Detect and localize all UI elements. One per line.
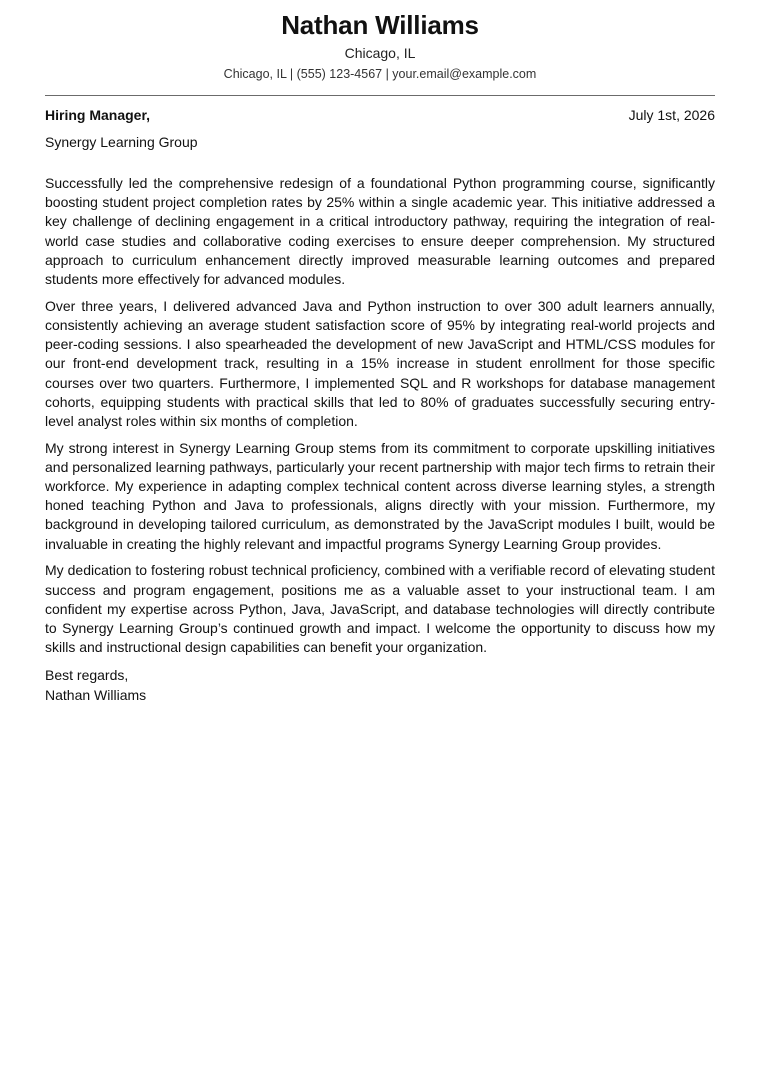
header-divider	[45, 95, 715, 96]
closing-phrase: Best regards,	[45, 667, 129, 684]
applicant-contact-line: Chicago, IL | (555) 123-4567 | your.email@example.com	[223, 67, 537, 81]
recipient-date-row	[45, 106, 715, 124]
recipient-company: Synergy Learning Group	[45, 134, 198, 150]
body-paragraph: My strong interest in Synergy Learning Group stems from its commitment to corporate upskilling initiatives and personalized learning pathways, particularly your recent partnership with major tech firms to retrain their workforce. My experience in adapting complex technical content across diverse learning styles, a strength honed teaching Python and Java to professionals, aligns directly with your mission. Furthermore, my background in developing tailored curriculum, as demonstrated by the JavaScript modules I built, would be invaluable in creating the highly relevant and impactful programs Synergy Learning Group provides.	[45, 439, 715, 552]
applicant-name: Nathan Williams	[281, 10, 479, 40]
recipient-salutation: Hiring Manager,	[45, 107, 151, 123]
letter-date: July 1st, 2026	[628, 107, 715, 123]
body-paragraph: Over three years, I delivered advanced Java and Python instruction to over 300 adult learners annually, consistently achieving an average student satisfaction score of 95% by integrating real-world projects and peer-coding sessions. I also spearheaded the development of new JavaScript and HTML/CSS modules for our front-end development track, resulting in a 15% increase in student enrollment for those specific courses over two quarters. Furthermore, I implemented SQL and R workshops for database management cohorts, equipping students with practical skills that led to 80% of graduates successfully securing entry-level analyst roles within six months of completion.	[45, 297, 715, 429]
body-paragraph: Successfully led the comprehensive redesign of a foundational Python programming course, significantly boosting student project completion rates by 25% within a single academic year. This initiative addressed a key challenge of declining engagement in a critical introductory pathway, requiring the integration of real-world case studies and collaborative coding exercises to ensure deeper comprehension. My structured approach to curriculum enhancement directly improved measurable learning outcomes and prepared students more effectively for advanced modules.	[45, 175, 715, 288]
letter-body	[45, 174, 715, 657]
letter-header	[45, 0, 715, 82]
letter-closing	[45, 666, 715, 704]
signature-name: Nathan Williams	[45, 686, 147, 703]
body-paragraph: My dedication to fostering robust technical proficiency, combined with a verifiable record of elevating student success and program engagement, positions me as a valuable asset to your instructional team. I am confident my expertise across Python, Java, JavaScript, and database technologies will directly contribute to Synergy Learning Group’s continued growth and impact. I welcome the opportunity to discuss how my skills and instructional design capabilities can benefit your organization.	[45, 562, 715, 656]
applicant-location: Chicago, IL	[344, 45, 416, 61]
